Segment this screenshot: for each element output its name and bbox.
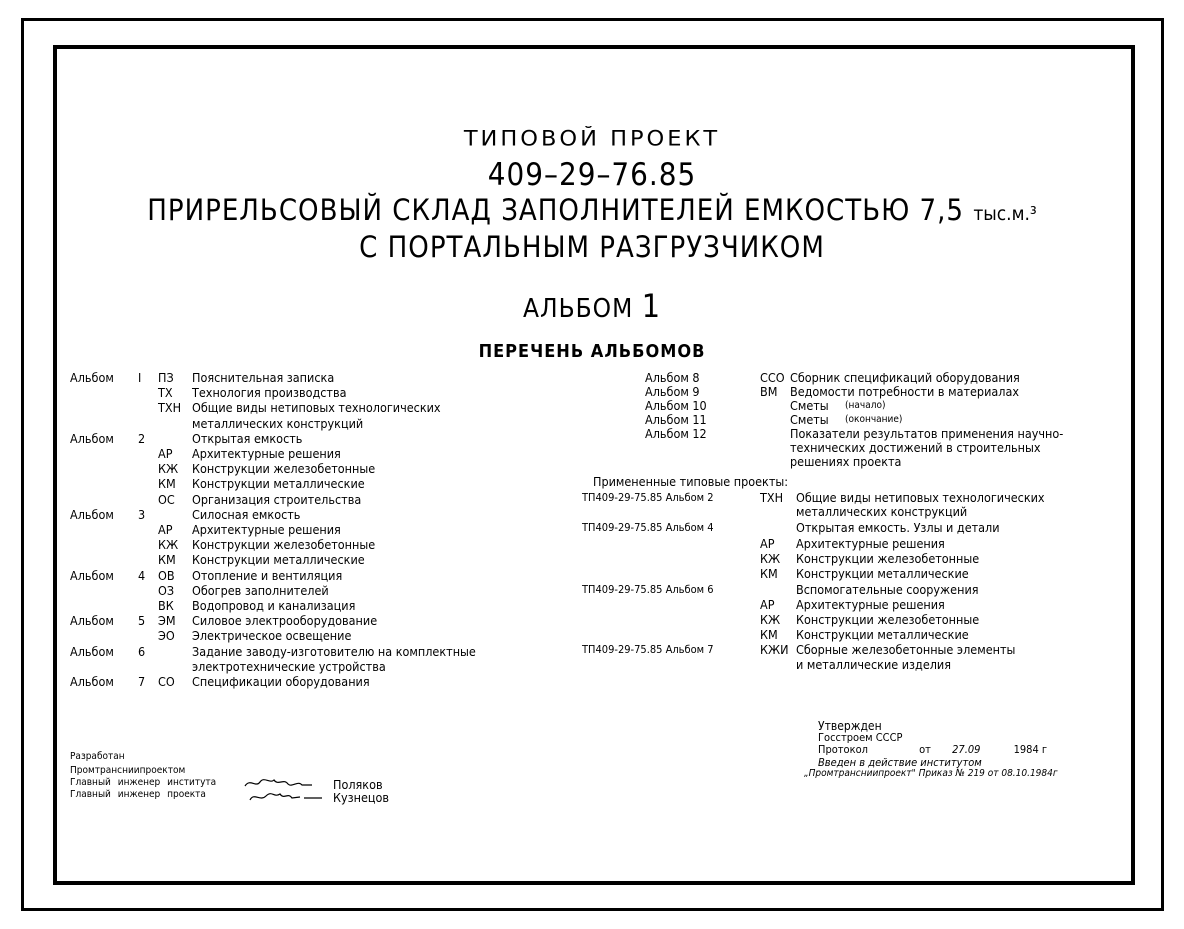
- left-row-text: Задание заводу-изготовителю на комплектные: [192, 643, 476, 659]
- album-heading: [0, 287, 1184, 325]
- signatures: [240, 774, 330, 806]
- project-number: 409–29–76.85: [487, 157, 697, 193]
- left-row-text: Конструкции металлические: [192, 552, 365, 568]
- list-item: [70, 567, 550, 583]
- right-row-album: Альбом 9: [645, 384, 700, 399]
- right-row-text: технических достижений в строительных: [790, 440, 1041, 455]
- left-row-num: 7: [138, 674, 146, 689]
- list-item: [70, 448, 550, 460]
- list-item: [645, 456, 1095, 468]
- album-number: 1: [641, 287, 662, 325]
- left-row-album: Альбом: [70, 613, 114, 629]
- protocol-from: от: [919, 743, 931, 756]
- left-row-num: 4: [138, 567, 146, 583]
- signer-polyakov: Поляков: [333, 777, 383, 792]
- applied-projects-heading: Примененные типовые проекты:: [593, 474, 789, 489]
- applied-row-text: Конструкции металлические: [796, 627, 969, 642]
- right-row-album: Альбом 10: [645, 398, 707, 413]
- left-row-num: 3: [138, 506, 146, 522]
- project-title: [0, 193, 1184, 227]
- right-row-code: ССО: [760, 370, 785, 385]
- left-row-text: Открытая емкость: [192, 430, 303, 446]
- signer-kuznetsov: Кузнецов: [333, 790, 390, 805]
- applied-row-code: КЖ: [760, 612, 781, 627]
- list-item: [645, 414, 1095, 426]
- applied-row-code: КЖИ: [760, 642, 789, 657]
- left-row-num: 2: [138, 430, 146, 446]
- applied-row-text: металлических конструкций: [796, 504, 968, 519]
- list-item: [582, 584, 1102, 596]
- left-row-code: ЭО: [158, 628, 175, 644]
- list-item: [70, 643, 550, 659]
- applied-row-code: КЖ: [760, 551, 781, 566]
- left-row-code: ТХ: [158, 385, 173, 401]
- applied-row-text: Архитектурные решения: [796, 536, 945, 551]
- left-row-album: Альбом: [70, 567, 114, 583]
- left-row-text: металлических конструкций: [192, 415, 364, 431]
- right-row-album: Альбом 12: [645, 426, 707, 441]
- approval-line4: Введен в действие институтом: [818, 756, 982, 769]
- applied-row-text: Открытая емкость. Узлы и детали: [796, 520, 1000, 535]
- right-row-text: Сборник спецификаций оборудования: [790, 370, 1020, 385]
- left-row-text: Пояснительная записка: [192, 370, 335, 385]
- list-item: [70, 524, 550, 536]
- protocol-year: 1984 г: [1013, 743, 1048, 756]
- left-row-code: КМ: [158, 552, 176, 568]
- left-row-code: КЖ: [158, 537, 179, 553]
- list-item: [70, 402, 550, 414]
- applied-row-ref: ТП409-29-75.85 Альбом 4: [582, 521, 714, 534]
- applied-row-text: Сборные железобетонные элементы: [796, 642, 1016, 657]
- left-row-album: Альбом: [70, 430, 114, 446]
- left-row-text: Обогрев заполнителей: [192, 582, 329, 598]
- album-label: АЛЬБОМ: [522, 294, 634, 324]
- left-row-num: I: [138, 370, 142, 385]
- left-row-text: электротехнические устройства: [192, 658, 386, 674]
- left-row-text: Архитектурные решения: [192, 522, 341, 537]
- left-row-code: ОВ: [158, 567, 175, 583]
- applied-row-text: Общие виды нетиповых технологических: [796, 490, 1045, 505]
- left-row-text: Силовое электрооборудование: [192, 613, 378, 629]
- applied-row-text: и металлические изделия: [796, 657, 951, 672]
- left-row-text: Электрическое освещение: [192, 628, 352, 644]
- project-title-unit: тыс.м.³: [973, 203, 1037, 225]
- left-row-text: Силосная емкость: [192, 506, 301, 522]
- right-row-text: решениях проекта: [790, 454, 902, 469]
- project-title-main: ПРИРЕЛЬСОВЫЙ СКЛАД ЗАПОЛНИТЕЛЕЙ ЕМКОСТЬЮ 7,5: [147, 193, 965, 227]
- left-row-text: Спецификации оборудования: [192, 674, 370, 689]
- left-row-text: Водопровод и канализация: [192, 598, 356, 613]
- list-item: [70, 430, 550, 446]
- applied-row-ref: ТП409-29-75.85 Альбом 6: [582, 583, 714, 596]
- project-title-line2: С ПОРТАЛЬНЫМ РАЗГРУЗЧИКОМ: [359, 230, 825, 264]
- list-item: [70, 372, 550, 384]
- applied-row-text: Конструкции железобетонные: [796, 612, 980, 627]
- left-row-code: ПЗ: [158, 370, 174, 385]
- approval-line2: Госстроем СССР: [818, 731, 903, 744]
- list-item: [70, 415, 550, 431]
- applied-row-code: КМ: [760, 566, 778, 581]
- list-item: [70, 491, 550, 507]
- applied-row-code: АР: [760, 597, 775, 612]
- list-item: [70, 387, 550, 399]
- left-row-code: ОЗ: [158, 582, 175, 598]
- list-item: [645, 442, 1095, 454]
- list-item: [582, 568, 1102, 580]
- list-item: [70, 658, 550, 674]
- list-item: [645, 372, 1095, 384]
- left-row-code: КМ: [158, 476, 176, 492]
- list-item: [582, 553, 1102, 565]
- left-row-text: Архитектурные решения: [192, 446, 341, 461]
- left-row-album: Альбом: [70, 643, 114, 659]
- list-item: [70, 630, 550, 642]
- left-row-num: 5: [138, 613, 146, 629]
- left-row-text: Конструкции железобетонные: [192, 461, 376, 477]
- list-item: [582, 599, 1102, 611]
- list-item: [645, 400, 1095, 412]
- developer-org: Промтрансниипроектом: [70, 765, 186, 776]
- list-item: [645, 386, 1095, 398]
- left-row-text: Отопление и вентиляция: [192, 567, 343, 583]
- left-row-text: Конструкции металлические: [192, 476, 365, 492]
- left-row-text: Общие виды нетиповых технологических: [192, 400, 441, 416]
- applied-row-code: КМ: [760, 627, 778, 642]
- developer-label: Разработан: [70, 751, 125, 762]
- applied-row-ref: ТП409-29-75.85 Альбом 7: [582, 643, 714, 656]
- album-list-heading: ПЕРЕЧЕНЬ АЛЬБОМОВ: [478, 341, 706, 362]
- applied-row-text: Конструкции металлические: [796, 566, 969, 581]
- left-row-code: ВК: [158, 598, 174, 613]
- chief-engineer-project: Главный инженер проекта: [70, 789, 206, 800]
- right-row-text: Сметы: [790, 412, 829, 427]
- right-row-text: Ведомости потребности в материалах: [790, 384, 1019, 399]
- list-item: [582, 522, 1102, 534]
- left-row-album: Альбом: [70, 370, 114, 385]
- right-row-note: (начало): [845, 400, 886, 411]
- left-row-code: СО: [158, 674, 175, 689]
- list-item: [645, 428, 1095, 440]
- list-item: [582, 629, 1102, 641]
- list-item: [582, 614, 1102, 626]
- right-row-album: Альбом 8: [645, 370, 700, 385]
- list-item: [582, 644, 1102, 656]
- left-row-album: Альбом: [70, 506, 114, 522]
- left-row-text: Организация строительства: [192, 491, 362, 507]
- list-item: [70, 582, 550, 598]
- protocol-date: 27.09: [952, 743, 981, 756]
- applied-row-text: Архитектурные решения: [796, 597, 945, 612]
- applied-row-ref: ТП409-29-75.85 Альбом 2: [582, 491, 714, 504]
- applied-row-code: АР: [760, 536, 775, 551]
- list-item: [70, 676, 550, 688]
- left-row-album: Альбом: [70, 674, 114, 689]
- list-item: [70, 539, 550, 551]
- list-item: [582, 506, 1102, 518]
- left-row-num: 6: [138, 643, 146, 659]
- right-row-text: Сметы: [790, 398, 829, 413]
- list-item: [70, 463, 550, 475]
- left-row-code: ОС: [158, 491, 175, 507]
- left-row-code: ТХН: [158, 400, 182, 416]
- list-item: [70, 600, 550, 612]
- chief-engineer-institute: Главный инженер института: [70, 777, 217, 788]
- list-item: [582, 538, 1102, 550]
- applied-row-text: Вспомогательные сооружения: [796, 582, 979, 597]
- doc-type-heading: ТИПОВОЙ ПРОЕКТ: [463, 126, 721, 151]
- right-row-text: Показатели результатов применения научно-: [790, 426, 1064, 441]
- list-item: [70, 506, 550, 522]
- approval-protocol: [818, 744, 1047, 755]
- left-row-code: КЖ: [158, 461, 179, 477]
- list-item: [582, 492, 1102, 504]
- approval-line5: „Промтрансниипроект" Приказ № 219 от 08.10.1984г: [804, 768, 1058, 779]
- list-item: [70, 615, 550, 627]
- right-row-album: Альбом 11: [645, 412, 707, 427]
- list-item: [70, 554, 550, 566]
- protocol-label: Протокол: [818, 743, 868, 756]
- right-row-note: (окончание): [845, 414, 903, 425]
- list-item: [582, 659, 1102, 671]
- left-row-code: АР: [158, 522, 173, 537]
- approval-line1: Утвержден: [818, 719, 882, 733]
- left-row-text: Технология производства: [192, 385, 347, 401]
- right-row-code: ВМ: [760, 384, 778, 399]
- applied-row-code: ТХН: [760, 490, 784, 505]
- applied-row-text: Конструкции железобетонные: [796, 551, 980, 566]
- left-row-text: Конструкции железобетонные: [192, 537, 376, 553]
- left-row-code: ЭМ: [158, 613, 176, 629]
- list-item: [70, 478, 550, 490]
- left-row-code: АР: [158, 446, 173, 461]
